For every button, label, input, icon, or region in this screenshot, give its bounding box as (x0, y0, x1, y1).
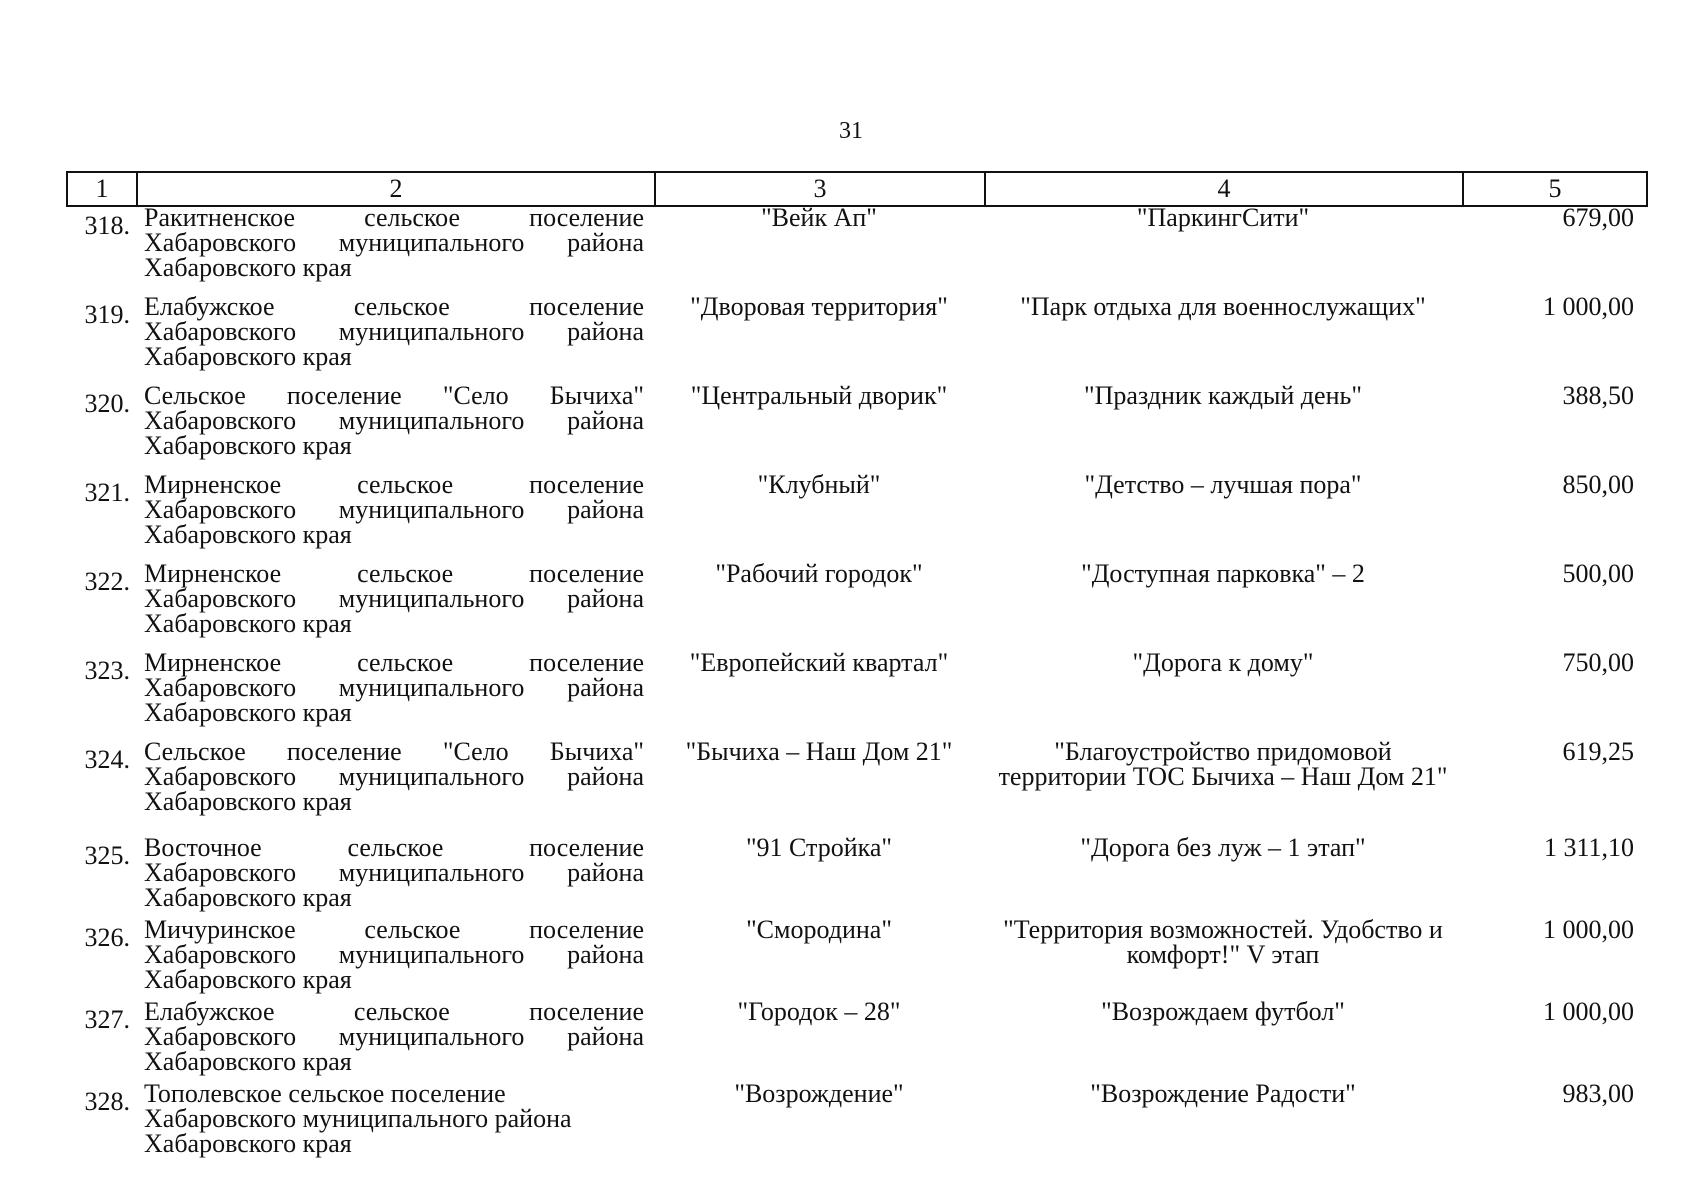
table-row (66, 561, 1648, 650)
object-name: "Центральный дворик" (690, 381, 948, 410)
header-col-1: 1 (68, 173, 138, 205)
row-number: 327. (84, 1005, 130, 1034)
object-name: "Клубный" (757, 470, 881, 499)
row-number: 320. (84, 389, 130, 418)
table-row (66, 650, 1648, 739)
row-number: 321. (84, 478, 130, 507)
object-name: "91 Стройка" (745, 833, 893, 862)
object-name: "Городок – 28" (737, 997, 901, 1026)
table-row (66, 383, 1648, 472)
amount: 679,00 (1562, 203, 1634, 232)
project-name: "Территория возможностей. Удобство и комфорт!" V этап (1003, 915, 1443, 969)
table-row (66, 917, 1648, 999)
row-number: 323. (84, 656, 130, 685)
amount: 1 000,00 (1543, 915, 1634, 944)
settlement-name: Восточное сельское поселение Хабаровского муниципального района Хабаровского края (144, 833, 644, 912)
amount: 850,00 (1562, 470, 1634, 499)
project-name: "Праздник каждый день" (1084, 381, 1362, 410)
page-number: 31 (839, 118, 863, 144)
settlement-name: Сельское поселение "Село Бычиха" Хабаровского муниципального района Хабаровского края (144, 381, 644, 460)
table-row (66, 999, 1648, 1081)
project-name: "Дорога к дому" (1132, 648, 1314, 677)
amount: 1 311,10 (1543, 833, 1634, 862)
amount: 1 000,00 (1543, 292, 1634, 321)
amount: 750,00 (1562, 648, 1634, 677)
object-name: "Вейк Ап" (761, 203, 877, 232)
settlement-name: Мирненское сельское поселение Хабаровского муниципального района Хабаровского края (144, 470, 644, 549)
object-name: "Смородина" (746, 915, 892, 944)
table-row (66, 205, 1648, 294)
table-row (66, 835, 1648, 917)
row-number: 324. (84, 745, 130, 774)
object-name: "Бычиха – Наш Дом 21" (685, 737, 953, 766)
table-body (66, 203, 1648, 1170)
project-name: "Возрождение Радости" (1090, 1079, 1356, 1108)
amount: 500,00 (1562, 559, 1634, 588)
project-name: "Доступная парковка" – 2 (1081, 559, 1365, 588)
object-name: "Рабочий городок" (715, 559, 923, 588)
project-name: "Дорога без луж – 1 этап" (1080, 833, 1366, 862)
object-name: "Дворовая территория" (690, 292, 948, 321)
project-name: "Детство – лучшая пора" (1084, 470, 1362, 499)
row-number: 328. (84, 1087, 130, 1116)
row-number: 318. (84, 211, 130, 240)
table-row (66, 472, 1648, 561)
table-row (66, 739, 1648, 835)
settlement-name: Мичуринское сельское поселение Хабаровского муниципального района Хабаровского края (144, 915, 644, 994)
project-name: "Благоустройство придомовой территории ТОС Бычиха – Наш Дом 21" (998, 737, 1448, 791)
amount: 388,50 (1562, 381, 1634, 410)
row-number: 326. (84, 923, 130, 952)
table-row (66, 1081, 1648, 1170)
settlement-name: Елабужское сельское поселение Хабаровского муниципального района Хабаровского края (144, 292, 644, 371)
project-name: "ПаркингСити" (1136, 203, 1310, 232)
row-number: 322. (84, 567, 130, 596)
amount: 1 000,00 (1543, 997, 1634, 1026)
table-row (66, 294, 1648, 383)
project-name: "Возрождаем футбол" (1101, 997, 1345, 1026)
amount: 619,25 (1562, 737, 1634, 766)
settlement-name: Тополевское сельское поселение Хабаровского муниципального района Хабаровского края (144, 1079, 572, 1158)
row-number: 325. (84, 841, 130, 870)
settlement-name: Мирненское сельское поселение Хабаровского муниципального района Хабаровского края (144, 648, 644, 727)
row-number: 319. (84, 300, 130, 329)
object-name: "Европейский квартал" (689, 648, 949, 677)
settlement-name: Елабужское сельское поселение Хабаровского муниципального района Хабаровского края (144, 997, 644, 1076)
settlement-name: Ракитненское сельское поселение Хабаровского муниципального района Хабаровского края (144, 203, 644, 282)
object-name: "Возрождение" (734, 1079, 904, 1108)
header-col-2: 2 (138, 173, 656, 205)
settlement-name: Сельское поселение "Село Бычиха" Хабаровского муниципального района Хабаровского края (144, 737, 644, 816)
header-col-4: 4 (986, 173, 1464, 205)
project-name: "Парк отдыха для военнослужащих" (1020, 292, 1426, 321)
amount: 983,00 (1562, 1079, 1634, 1108)
header-col-3: 3 (656, 173, 986, 205)
header-col-5: 5 (1548, 174, 1562, 203)
settlement-name: Мирненское сельское поселение Хабаровского муниципального района Хабаровского края (144, 559, 644, 638)
table-header (66, 171, 1648, 207)
